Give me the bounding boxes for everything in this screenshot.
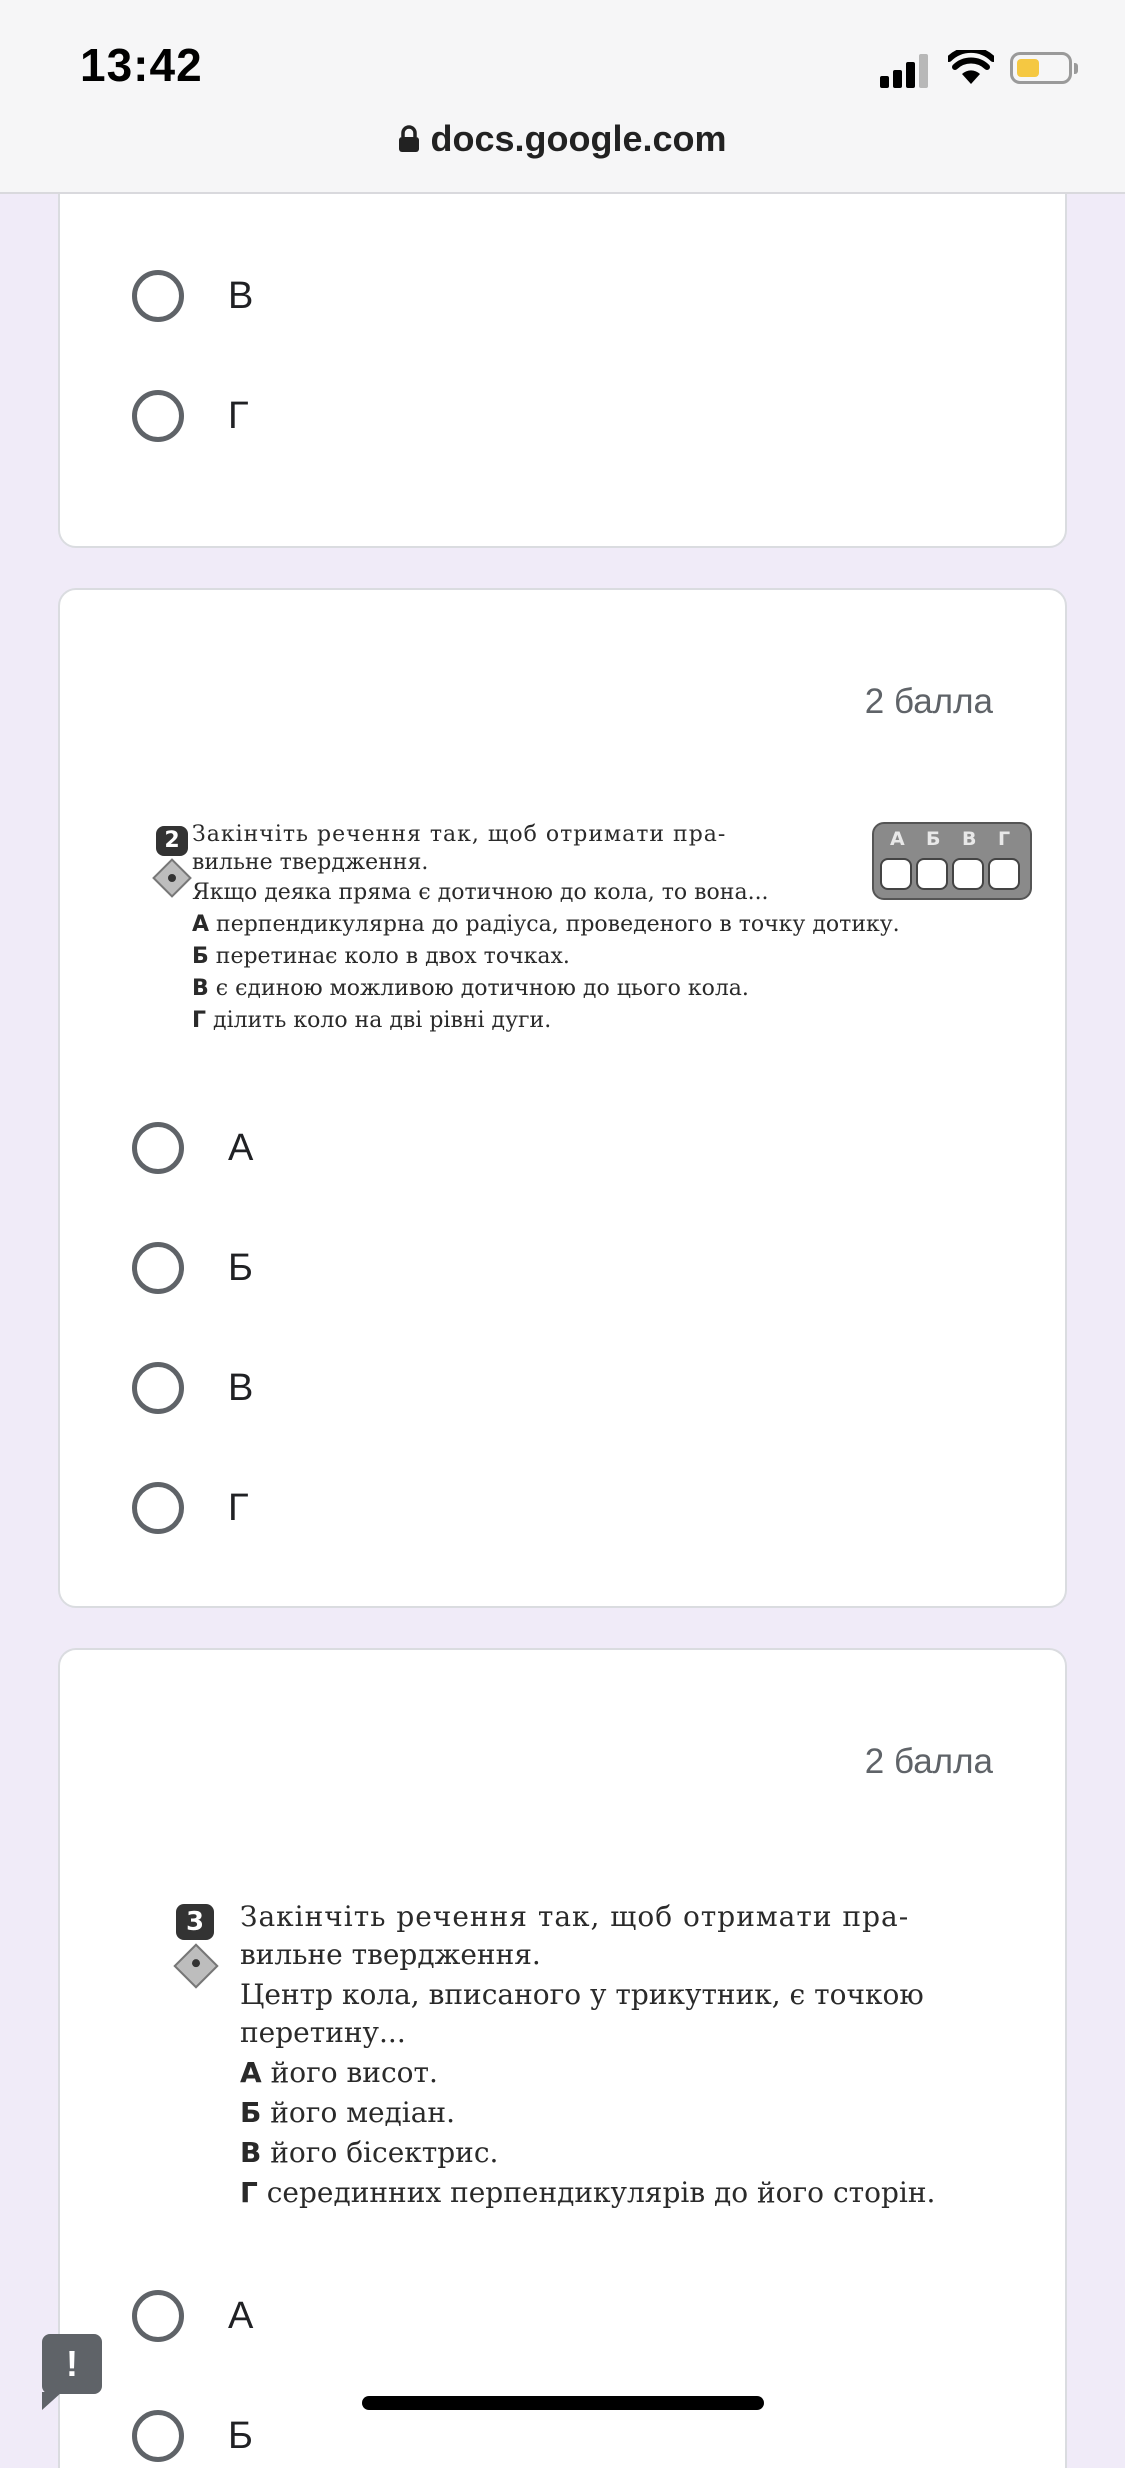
answer-text: перетинає коло в двох точках. [215, 944, 570, 969]
question-line: Закінчіть речення так, щоб отримати пра- [192, 822, 727, 847]
answer-letter: А [240, 2056, 262, 2089]
option-b[interactable] [132, 1236, 253, 1300]
question-card-3 [58, 1648, 1067, 2468]
option-label: А [228, 2294, 254, 2337]
diamond-icon [173, 1943, 218, 1988]
question-image [160, 1900, 1040, 2220]
radio-button[interactable] [132, 390, 184, 442]
option-g[interactable] [132, 1476, 249, 1540]
points-label: 2 балла [864, 1742, 993, 1781]
answer-letter: Б [240, 2096, 262, 2129]
question-card-1 [58, 150, 1067, 548]
question-line: вильне твердження. [240, 1938, 541, 1971]
report-problem-icon[interactable] [42, 2334, 102, 2394]
radio-button[interactable] [132, 1482, 184, 1534]
question-number-badge: 3 [176, 1904, 214, 1940]
points-label: 2 балла [864, 682, 993, 721]
question-line: перетину... [240, 2016, 406, 2049]
browser-top-bar [0, 0, 1125, 194]
lock-icon [398, 125, 420, 153]
answer-letter: В [192, 976, 209, 1001]
answer-line [192, 944, 570, 969]
option-a[interactable] [132, 1116, 253, 1180]
option-label: Б [228, 2414, 253, 2457]
option-g[interactable] [132, 384, 249, 448]
option-v[interactable] [132, 1356, 253, 1420]
grid-box [988, 858, 1020, 890]
answer-grid [872, 822, 1032, 900]
radio-button[interactable] [132, 1242, 184, 1294]
option-label: Г [228, 394, 249, 437]
battery-low-icon [1010, 52, 1072, 84]
answer-letter: В [240, 2136, 262, 2169]
cellular-signal-icon [880, 52, 932, 88]
radio-button[interactable] [132, 270, 184, 322]
option-label: Б [228, 1246, 253, 1289]
answer-letter: Г [192, 1008, 207, 1033]
grid-box [916, 858, 948, 890]
option-label: Г [228, 1486, 249, 1529]
question-line: Закінчіть речення так, щоб отримати пра- [240, 1900, 910, 1933]
grid-box [952, 858, 984, 890]
option-label: А [228, 1126, 254, 1169]
radio-button[interactable] [132, 2410, 184, 2462]
answer-line [192, 976, 749, 1001]
answer-text: перпендикулярна до радіуса, проведеного в точку дотику. [216, 912, 900, 937]
answer-line [240, 2136, 498, 2169]
answer-text: його бісектрис. [270, 2136, 499, 2169]
option-label: В [228, 274, 254, 317]
grid-header: Б [926, 828, 941, 850]
radio-button[interactable] [132, 1362, 184, 1414]
grid-header: Г [998, 828, 1011, 850]
answer-letter: А [192, 912, 210, 937]
grid-header: В [962, 828, 977, 850]
feedback-label: ! [66, 2343, 78, 2384]
option-label: В [228, 1366, 254, 1409]
question-number-badge: 2 [156, 826, 188, 856]
question-image [132, 822, 1012, 1042]
option-v[interactable] [132, 264, 253, 328]
option-b[interactable] [132, 2404, 253, 2468]
answer-text: його медіан. [270, 2096, 455, 2129]
question-card-2 [58, 588, 1067, 1608]
answer-line [240, 2096, 455, 2129]
diamond-icon [152, 858, 192, 898]
grid-header: А [890, 828, 905, 850]
wifi-icon [948, 50, 994, 86]
home-indicator[interactable] [362, 2396, 764, 2410]
url-text: docs.google.com [430, 118, 727, 159]
answer-letter: Б [192, 944, 209, 969]
option-a[interactable] [132, 2284, 253, 2348]
question-line: вильне твердження. [192, 850, 429, 875]
answer-letter: Г [240, 2176, 258, 2209]
answer-text: його висот. [270, 2056, 438, 2089]
question-line: Якщо деяка пряма є дотичною до кола, то вона... [192, 880, 769, 905]
question-line: Центр кола, вписаного у трикутник, є точкою [240, 1978, 924, 2011]
radio-button[interactable] [132, 2290, 184, 2342]
answer-line [192, 912, 900, 937]
grid-box [880, 858, 912, 890]
answer-line [240, 2176, 935, 2209]
status-time: 13:42 [80, 39, 203, 91]
answer-line [192, 1008, 551, 1033]
answer-text: є єдиною можливою дотичною до цього кола. [215, 976, 749, 1001]
radio-button[interactable] [132, 1122, 184, 1174]
answer-text: ділить коло на дві рівні дуги. [213, 1008, 552, 1033]
answer-line [240, 2056, 438, 2089]
address-bar[interactable] [0, 118, 1125, 160]
answer-text: серединних перпендикулярів до його сторін. [266, 2176, 936, 2209]
